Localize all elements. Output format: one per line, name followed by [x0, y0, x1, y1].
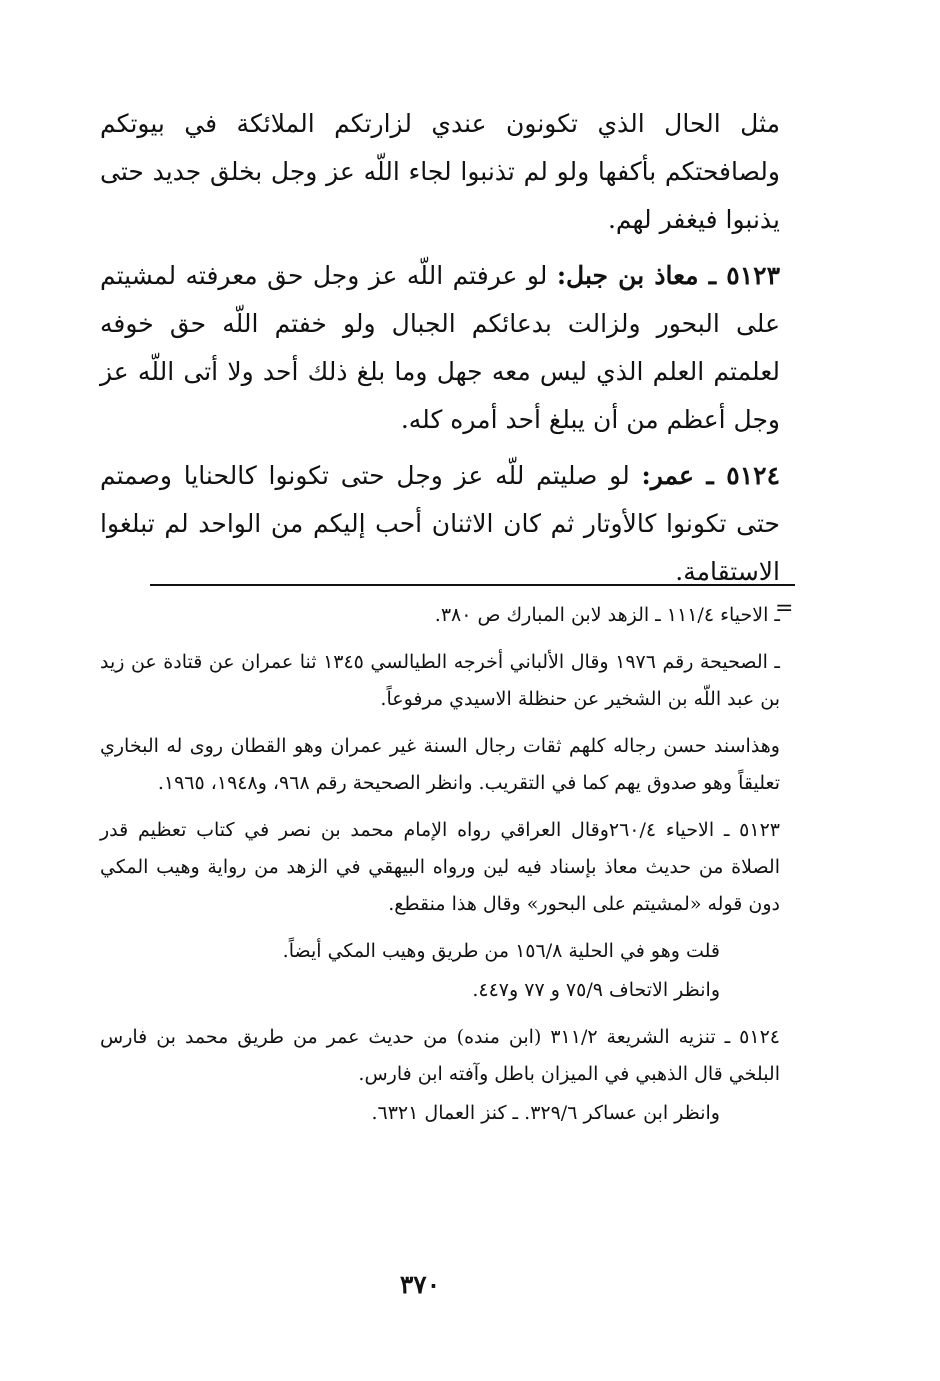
- footnote-8: وانظر ابن عساكر ٣٢٩/٦. ـ كنز العمال ٦٣٢١.: [371, 1102, 720, 1124]
- paragraph-5124: [100, 452, 780, 596]
- entry-text-5123: لو عرفتم اللّه عز وجل حق معرفته لمشيتم على البحور ولزالت بدعائكم الجبال ولو خفتم اللّه حق خوفه لعلمتم العلم الذي ليس معه جهل وما بلغ ذلك أحد ولا أتى اللّه عز وجل أعظم من أن يبلغ أحد أمره كله.: [100, 261, 780, 434]
- paragraph-5123: [100, 252, 780, 444]
- continuation-mark: =: [775, 596, 794, 621]
- entry-number-5124: ٥١٢٤ ـ عمر:: [641, 461, 780, 490]
- entry-text-5124: لو صليتم للّه عز وجل حتى تكونوا كالحنايا وصمتم حتى تكونوا كالأوتار ثم كان الاثنان أحب إليكم من الواحد لم تبلغوا الاستقامة.: [100, 461, 780, 586]
- footnote-6: وانظر الاتحاف ٧٥/٩ و ٧٧ و٤٤٧.: [472, 979, 720, 1001]
- page-number: ٣٧٠: [399, 1270, 441, 1299]
- footnotes: [100, 597, 780, 1142]
- footnote-2: ـ الصحيحة رقم ١٩٧٦ وقال الألباني أخرجه الطيالسي ١٣٤٥ ثنا عمران عن قتادة عن زيد بن عبد اللّه بن الشخير عن حنظلة الاسيدي مرفوعاً.: [100, 651, 780, 710]
- footnote-1: ـ الاحياء ١١١/٤ ـ الزهد لابن المبارك ص ٣٨٠.: [434, 604, 780, 626]
- footnote-divider: [150, 584, 795, 586]
- entry-number-5123: ٥١٢٣ ـ معاذ بن جبل:: [556, 261, 780, 290]
- footnote-3: وهذاسند حسن رجاله كلهم ثقات رجال السنة غير عمران وهو القطان روى له البخاري تعليقاً وهو صدوق يهم كما في التقريب. وانظر الصحيحة رقم ٩٦٨، و١٩٤٨، ١٩٦٥.: [100, 735, 780, 794]
- footnote-7: ٥١٢٤ ـ تنزيه الشريعة ٣١١/٢ (ابن منده) من حديث عمر من طريق محمد بن فارس البلخي قال الذهبي في الميزان باطل وآفته ابن فارس.: [100, 1026, 780, 1085]
- footnote-5: قلت وهو في الحلية ١٥٦/٨ من طريق وهيب المكي أيضاً.: [282, 940, 720, 962]
- main-text: [100, 100, 780, 604]
- footnote-4: ٥١٢٣ ـ الاحياء ٢٦٠/٤وقال العراقي رواه الإمام محمد بن نصر في كتاب تعظيم قدر الصلاة من حديث معاذ بإسناد فيه لين ورواه البيهقي في الزهد من رواية وهيب المكي دون قوله «لمشيتم على البحور» وقال هذا منقطع.: [100, 819, 780, 915]
- paragraph-1: مثل الحال الذي تكونون عندي لزارتكم الملائكة في بيوتكم ولصافحتكم بأكفها ولو لم تذنبوا لجاء اللّه عز وجل بخلق جديد حتى يذنبوا فيغفر لهم.: [100, 109, 780, 234]
